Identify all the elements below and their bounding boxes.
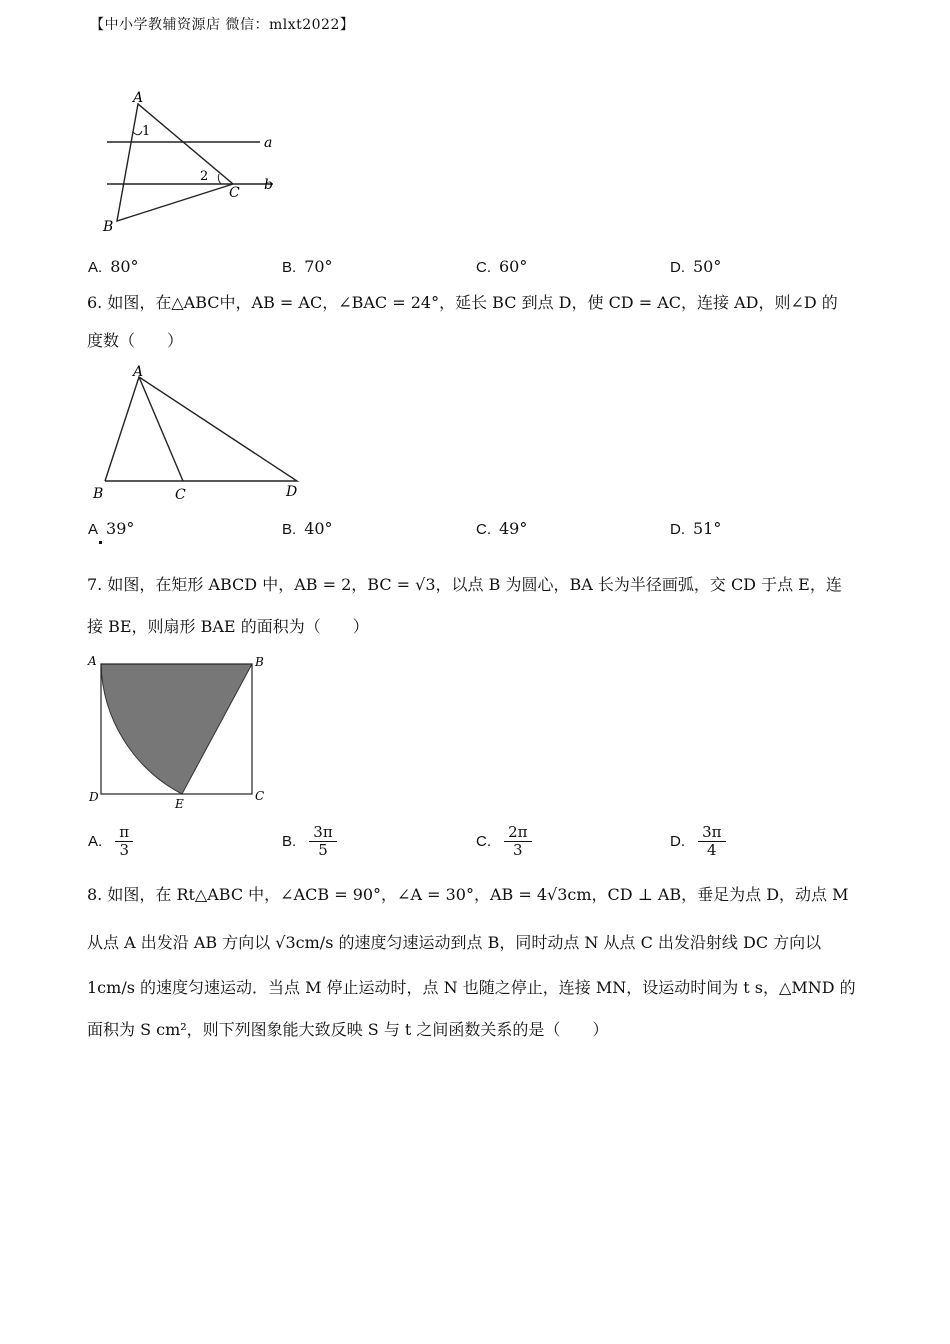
figure-q5-parallel-lines — [95, 88, 285, 236]
label-B: B — [255, 655, 264, 669]
q8-stem-line2: 从点 A 出发沿 AB 方向以 √3cm/s 的速度匀速运动到点 B，同时动点 N 从点 C 出发沿射线 DC 方向以 — [87, 933, 822, 952]
q7-option-b[interactable]: B. $\frac{3\pi}{5}$ — [282, 824, 337, 859]
fraction: $\frac{3\pi}{5}$ — [309, 824, 336, 859]
q5-option-b[interactable]: B. 70° — [282, 257, 333, 276]
q7-option-a[interactable]: A. $\frac{\pi}{3}$ — [88, 824, 133, 859]
q5-option-a[interactable]: A. 80° — [88, 257, 139, 276]
label-1: 1 — [142, 124, 151, 139]
sector-bae — [101, 664, 252, 794]
label-A: A — [133, 364, 144, 380]
label-B: B — [103, 219, 114, 235]
triangle-abd — [105, 377, 297, 481]
label-C: C — [229, 185, 240, 201]
q6-option-b[interactable]: B. 40° — [282, 519, 333, 538]
label-C: C — [255, 789, 265, 803]
fraction: $\frac{2\pi}{3}$ — [504, 824, 531, 859]
label-B: B — [93, 486, 104, 502]
figure-q7-rectangle-sector — [85, 652, 275, 812]
q6-option-c[interactable]: C. 49° — [476, 519, 528, 538]
angle-2-arc — [218, 174, 221, 184]
q7-stem-line1: 7. 如图，在矩形 ABCD 中，AB = 2，BC = √3，以点 B 为圆心，BA 长为半径画弧，交 CD 于点 E，连 — [87, 575, 842, 594]
q7-option-c[interactable]: C. $\frac{2\pi}{3}$ — [476, 824, 532, 859]
label-C: C — [175, 487, 186, 503]
q6-option-d[interactable]: D. 51° — [670, 519, 722, 538]
q6-option-a[interactable]: A 39° — [88, 519, 135, 538]
label-b: b — [264, 177, 273, 193]
label-D: D — [286, 484, 298, 500]
label-2: 2 — [200, 169, 209, 184]
label-D: D — [89, 790, 99, 804]
figure-q6-triangle — [88, 364, 308, 504]
label-A: A — [88, 654, 97, 668]
label-A: A — [133, 90, 144, 106]
page-header: 【中小学教辅资源店 微信：mlxt2022】 — [90, 17, 355, 33]
q8-stem-line1: 8. 如图，在 Rt△ABC 中，∠ACB = 90°，∠A = 30°，AB = 4√3cm，CD ⊥ AB，垂足为点 D，动点 M — [87, 885, 849, 904]
q8-stem-line4: 面积为 S cm²，则下列图象能大致反映 S 与 t 之间函数关系的是（ ） — [87, 1020, 609, 1039]
q6-stem-line2: 度数（ ） — [87, 331, 184, 350]
label-E: E — [175, 797, 184, 811]
stray-dot — [99, 541, 102, 544]
q7-stem-line2: 接 BE，则扇形 BAE 的面积为（ ） — [87, 617, 369, 636]
q7-option-d[interactable]: D. $\frac{3\pi}{4}$ — [670, 824, 726, 859]
q8-stem-line3: 1cm/s 的速度匀速运动．当点 M 停止运动时，点 N 也随之停止，连接 MN，设运动时间为 t s，△MND 的 — [87, 978, 856, 997]
q5-option-c[interactable]: C. 60° — [476, 257, 528, 276]
label-a: a — [264, 135, 273, 151]
q6-stem-line1: 6. 如图，在△ABC中，AB = AC，∠BAC = 24°，延长 BC 到点 D，使 CD = AC，连接 AD，则∠D 的 — [87, 293, 838, 312]
segment-ac — [139, 377, 183, 481]
fraction: $\frac{\pi}{3}$ — [115, 824, 133, 859]
angle-1-arc — [133, 131, 142, 135]
fraction: $\frac{3\pi}{4}$ — [698, 824, 725, 859]
q5-option-d[interactable]: D. 50° — [670, 257, 722, 276]
triangle-abc — [117, 104, 233, 221]
